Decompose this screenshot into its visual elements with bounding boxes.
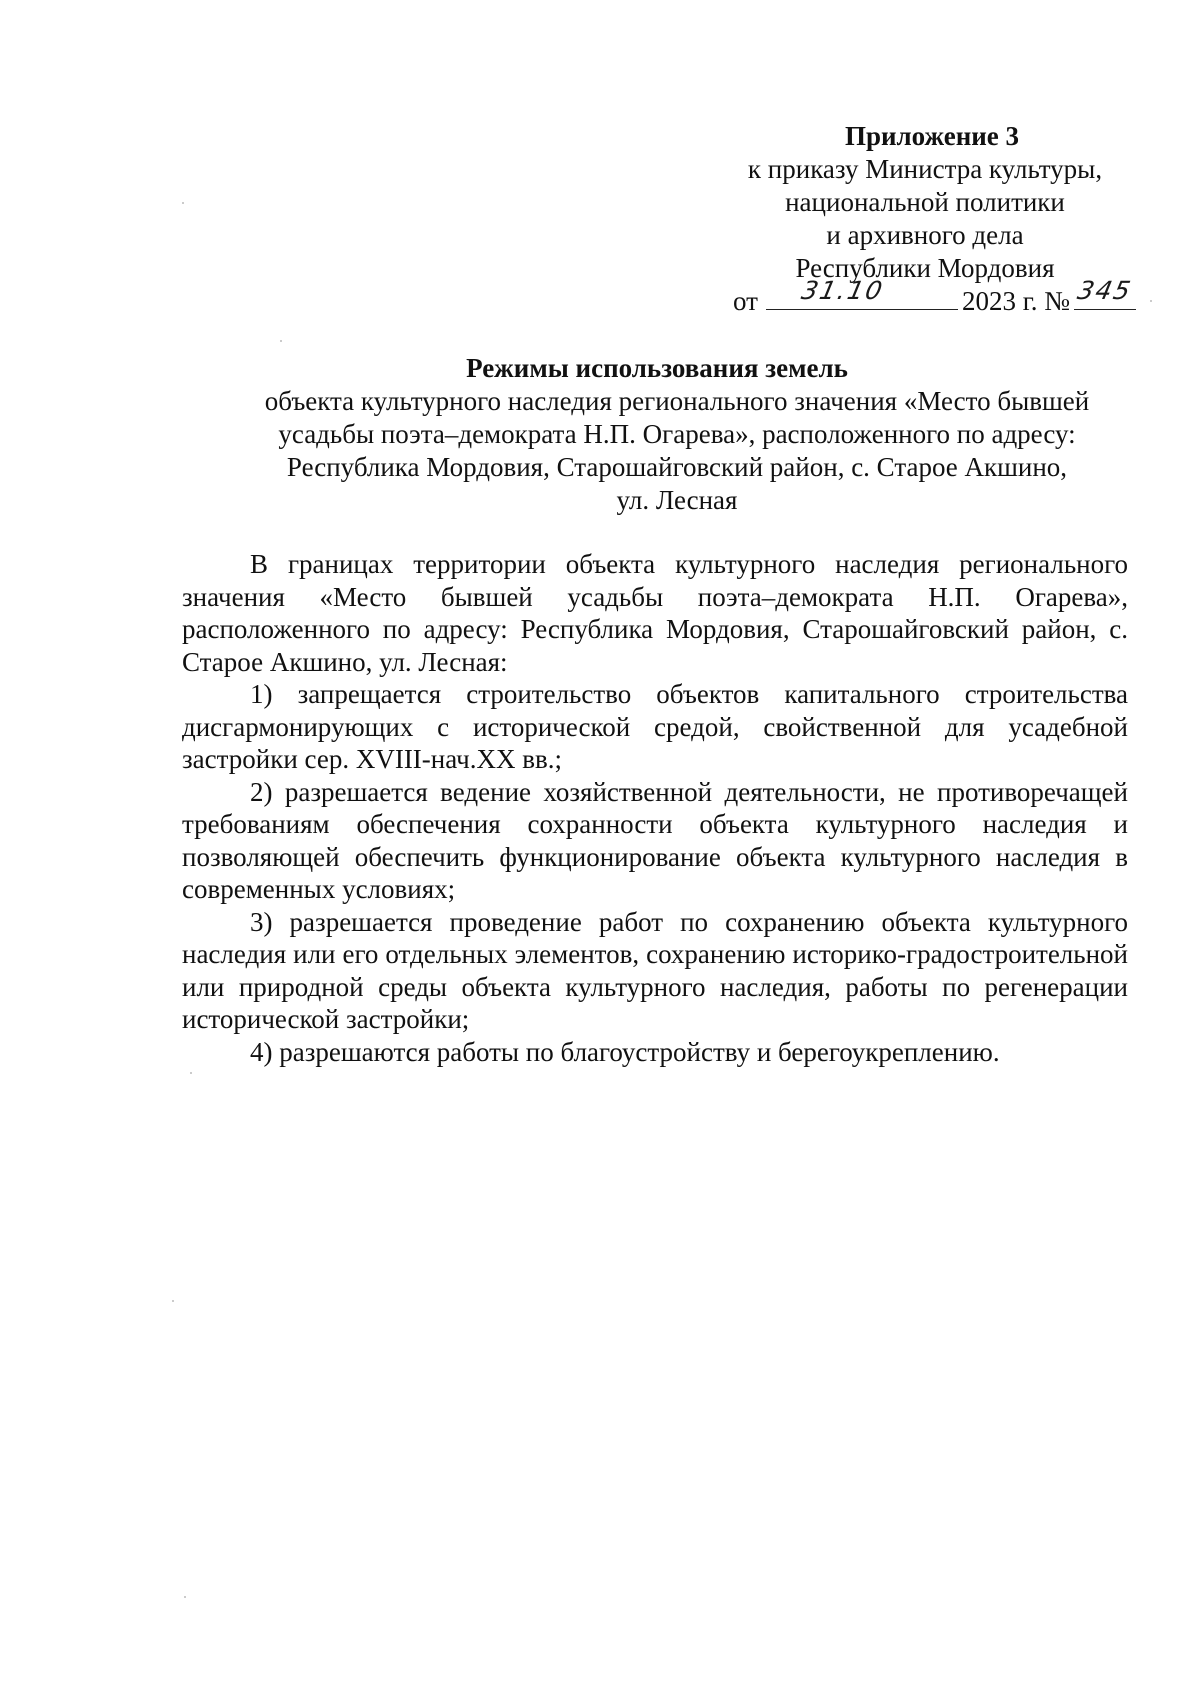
appendix-header [720, 120, 1130, 285]
order-date-line [733, 276, 1136, 318]
appendix-line: Республики Мордовия [795, 253, 1055, 283]
year-and-number-label: 2023 г. № [961, 286, 1070, 316]
subtitle-line: усадьбы поэта–демократа Н.П. Огарева», расположенного по адресу: [278, 419, 1076, 449]
subtitle-line: объекта культурного наследия регионального значения «Место бывшей [264, 386, 1090, 416]
date-blank [766, 276, 958, 310]
document-body [182, 548, 1128, 1068]
scan-speck [190, 1072, 192, 1074]
handwritten-date: 31.10 [798, 276, 887, 305]
subtitle-line: ул. Лесная [616, 485, 738, 515]
body-paragraph: 2) разрешается ведение хозяйственной деятельности, не противоречащей требованиям обеспечения сохранности объекта культурного наследия и позволяющей обеспечить функционирование объекта культурного наследия в современных условиях; [182, 776, 1128, 904]
scan-speck [1150, 300, 1152, 302]
body-paragraph: В границах территории объекта культурного наследия регионального значения «Место бывшей усадьбы поэта–демократа Н.П. Огарева», расположенного по адресу: Республика Мордовия, Старошайговский район, с. Старое Акшино, ул. Лесная: [182, 549, 1128, 677]
appendix-line: и архивного дела [826, 220, 1024, 250]
scan-speck [182, 202, 184, 204]
appendix-line: национальной политики [785, 187, 1065, 217]
scan-speck [280, 340, 282, 342]
document-heading [222, 352, 1132, 517]
number-blank [1074, 276, 1136, 310]
scan-speck [184, 1596, 186, 1598]
body-paragraph: 4) разрешаются работы по благоустройству и берегоукреплению. [250, 1036, 1000, 1067]
subtitle-line: Республика Мордовия, Старошайговский район, с. Старое Акшино, [286, 452, 1068, 482]
scan-speck [172, 1300, 174, 1302]
body-paragraph: 3) разрешается проведение работ по сохранению объекта культурного наследия или его отдельных элементов, сохранению историко-градостроительной или природной среды объекта культурного наследия, работы по регенерации исторической застройки; [182, 906, 1128, 1034]
document-title: Режимы использования земель [466, 353, 848, 383]
appendix-line: к приказу Министра культуры, [747, 154, 1103, 184]
date-prefix: от [733, 286, 758, 316]
appendix-title: Приложение 3 [844, 121, 1020, 151]
handwritten-number: 345 [1074, 276, 1135, 305]
body-paragraph: 1) запрещается строительство объектов капитального строительства дисгармонирующих с исторической средой, свойственной для усадебной застройки сер. XVIII-нач.XX вв.; [182, 679, 1128, 774]
